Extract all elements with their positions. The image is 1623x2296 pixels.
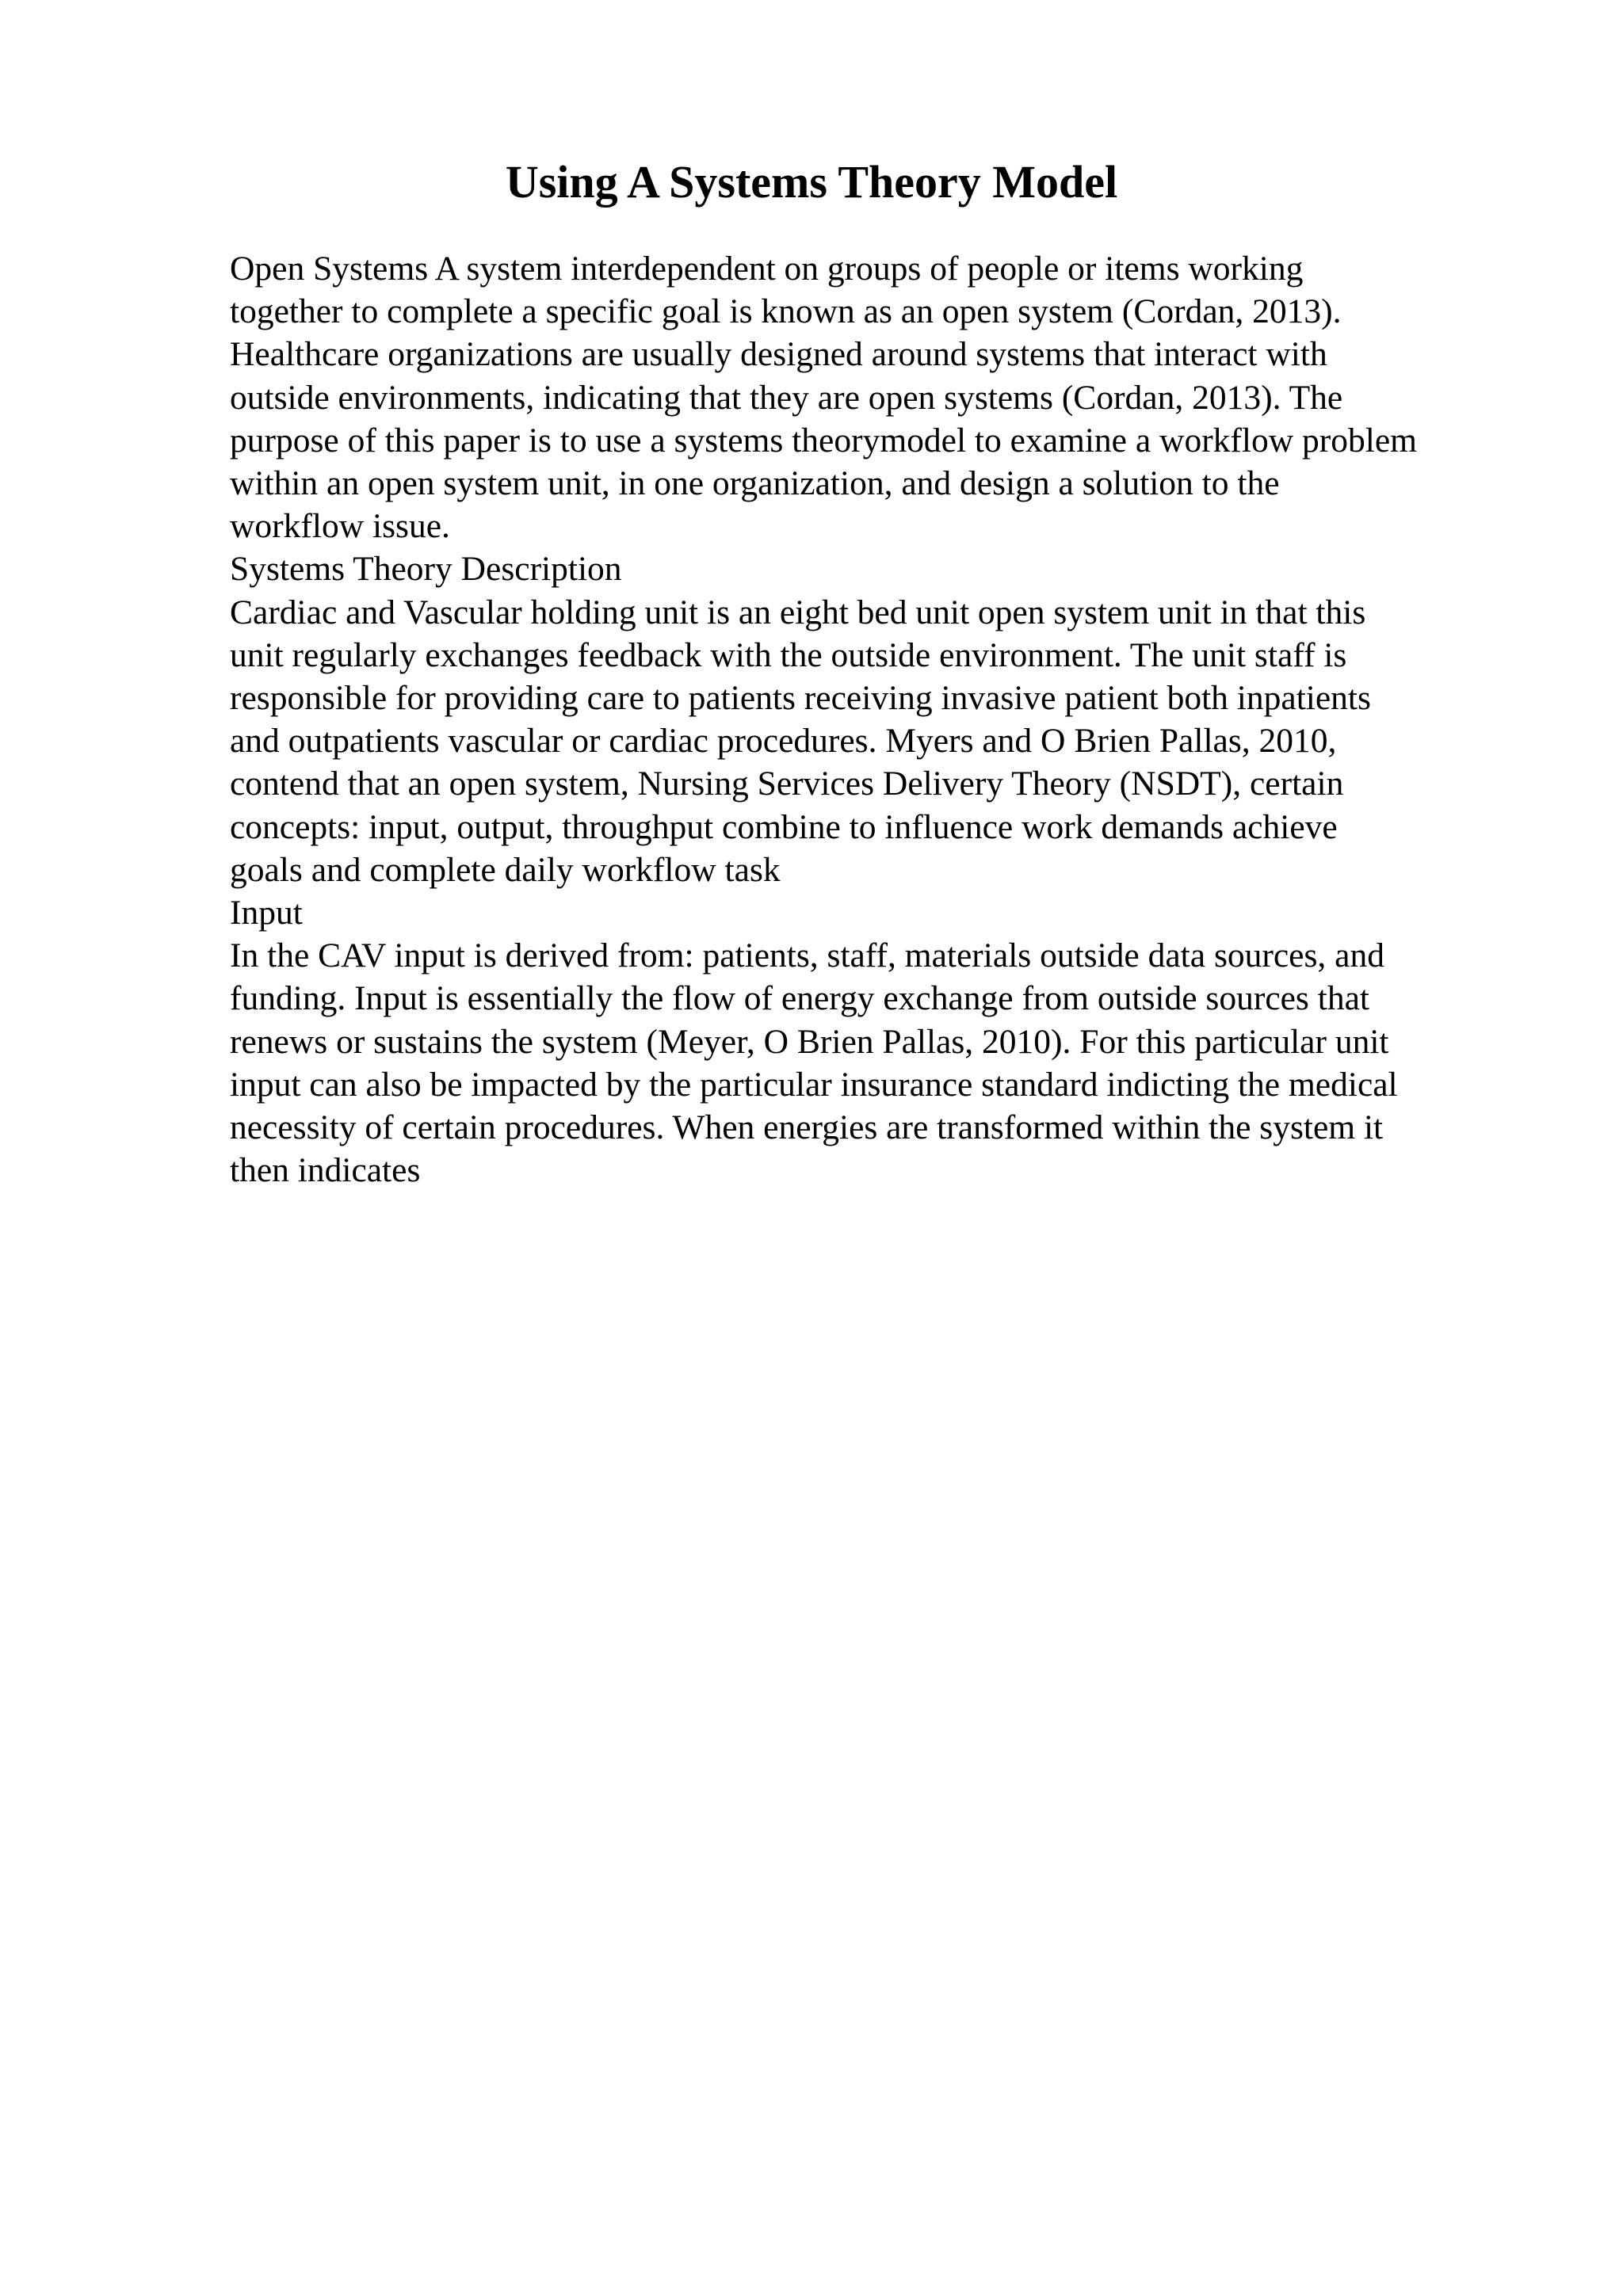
body-line: within an open system unit, in one organization, and design a solution to the — [230, 464, 1280, 503]
body-line: necessity of certain procedures. When energies are transformed within the system it — [230, 1108, 1384, 1147]
body-line: concepts: input, output, throughput combine to influence work demands achieve — [230, 807, 1338, 846]
body-line: renews or sustains the system (Meyer, O Brien Pallas, 2010). For this particular unit — [230, 1022, 1389, 1061]
page-title: Using A Systems Theory Model — [505, 156, 1118, 208]
section-heading-input: Input — [230, 894, 303, 933]
body-line: In the CAV input is derived from: patients, staff, materials outside data sources, and — [230, 936, 1384, 975]
document-body — [230, 247, 1593, 1192]
body-line: input can also be impacted by the particular insurance standard indicting the medical — [230, 1065, 1398, 1104]
body-line: workflow issue. — [230, 507, 450, 546]
body-line: funding. Input is essentially the flow of energy exchange from outside sources that — [230, 979, 1369, 1018]
body-line: outside environments, indicating that they are open systems (Cordan, 2013). The — [230, 378, 1343, 417]
body-line: Open Systems A system interdependent on groups of people or items working — [230, 250, 1304, 288]
body-line: responsible for providing care to patients receiving invasive patient both inpatients — [230, 679, 1371, 718]
section-heading-systems-theory-description: Systems Theory Description — [230, 550, 622, 589]
body-line: unit regularly exchanges feedback with the outside environment. The unit staff is — [230, 635, 1347, 674]
body-line: contend that an open system, Nursing Services Delivery Theory (NSDT), certain — [230, 765, 1344, 803]
body-line: and outpatients vascular or cardiac procedures. Myers and O Brien Pallas, 2010, — [230, 722, 1337, 761]
body-line: purpose of this paper is to use a systems theorymodel to examine a workflow problem — [230, 421, 1418, 460]
body-line: goals and complete daily workflow task — [230, 850, 781, 889]
body-line: together to complete a specific goal is known as an open system (Cordan, 2013). — [230, 292, 1342, 331]
body-line: Cardiac and Vascular holding unit is an eight bed unit open system unit in that this — [230, 593, 1366, 631]
body-line: then indicates — [230, 1151, 421, 1190]
body-line: Healthcare organizations are usually designed around systems that interact with — [230, 335, 1327, 374]
